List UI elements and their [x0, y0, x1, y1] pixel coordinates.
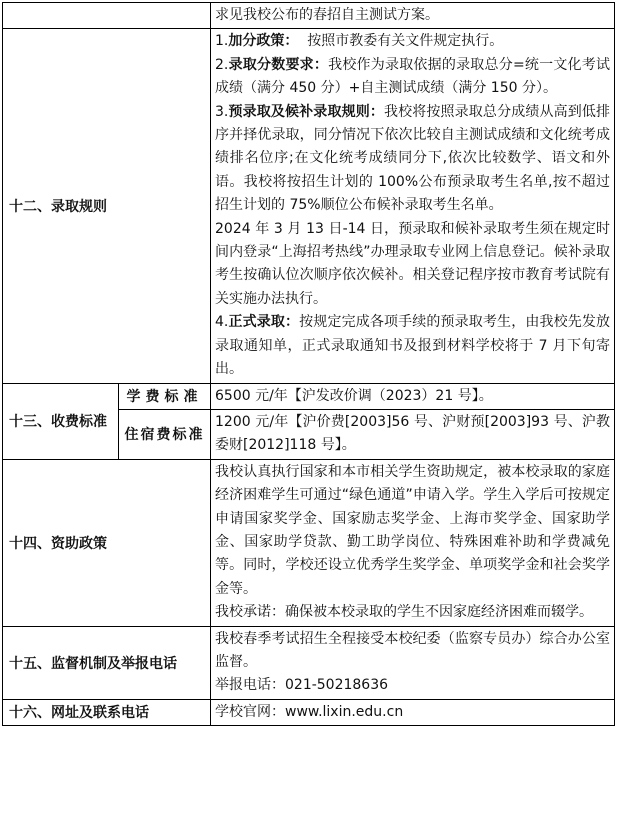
table-row-financial-aid — [3, 459, 615, 626]
website-link[interactable]: www.lixin.edu.cn — [285, 703, 404, 720]
rule-item-2: 2.录取分数要求：我校作为录取依据的录取总分=统一文化考试成绩（满分 450 分）+自主测试成绩（满分 150 分）。 — [215, 56, 610, 97]
rule-item-1: 1.加分政策： 按照市教委有关文件规定执行。 — [215, 33, 504, 50]
dorm-fee-label: 住宿费标准 — [119, 409, 211, 459]
table-row-supervision — [3, 626, 615, 699]
admission-rules-label: 十二、录取规则 — [3, 29, 211, 383]
table-row-tuition — [3, 383, 615, 409]
report-phone-number: 021-50218636 — [285, 677, 389, 694]
table-row-admission-rules — [3, 29, 615, 383]
financial-aid-content — [211, 459, 615, 626]
admission-info-table — [2, 2, 615, 726]
supervision-label: 十五、监督机制及举报电话 — [3, 626, 211, 699]
table-row-prev — [3, 3, 615, 29]
website-label: 十六、网址及联系电话 — [3, 699, 211, 725]
rule-item-3-registration: 2024 年 3 月 13 日-14 日，预录取和候补录取考生须在规定时间内登录“上海招考热线”办理录取专业网上信息登记。候补录取考生按确认位次顺序依次候补。相关登记程序按市教育考试院有关实施办法执行。 — [215, 220, 610, 307]
report-phone-line: 举报电话：021-50218636 — [215, 677, 389, 694]
tuition-content: 6500 元/年【沪发改价调（2023）21 号】。 — [211, 383, 615, 409]
admission-rules-content — [211, 29, 615, 383]
supervision-text: 我校春季考试招生全程接受本校纪委（监察专员办）综合办公室监督。 — [215, 630, 610, 670]
website-content: 学校官网：www.lixin.edu.cn — [211, 699, 615, 725]
rule-item-4: 4.正式录取：按规定完成各项手续的预录取考生，由我校先发放录取通知单，正式录取通知书及报到材料学校将于 7 月下旬寄出。 — [215, 314, 611, 378]
financial-aid-paragraph: 我校认真执行国家和本市相关学生资助规定，被本校录取的家庭经济困难学生可通过“绿色通道”申请入学。学生入学后可按规定申请国家奖学金、国家励志奖学金、上海市奖学金、国家助学金、国家助学贷款、勤工助学岗位、特殊困难补助和学费减免等。同时，学校还设立优秀学生奖学金、单项奖学金和社会奖学金等。 — [215, 463, 610, 597]
rule-item-3: 3.预录取及候补录取规则：我校将按照录取总分成绩从高到低排序并择优录取，同分情况下依次比较自主测试成绩和文化统考成绩排名位序;在文化统考成绩同分下,依次比较数学、语文和外语。我校将按招生计划的 100%公布预录取考生名单,按不超过招生计划的 75%顺位公布候补录取考生名单。 — [215, 103, 611, 214]
dorm-fee-content: 1200 元/年【沪价费[2003]56 号、沪财预[2003]93 号、沪教委财[2012]118 号】。 — [211, 409, 615, 459]
financial-aid-label: 十四、资助政策 — [3, 459, 211, 626]
tuition-label: 学费标准 — [119, 383, 211, 409]
fee-standard-label: 十三、收费标准 — [3, 383, 119, 459]
table-row-website — [3, 699, 615, 725]
financial-aid-promise: 我校承诺：确保被本校录取的学生不因家庭经济困难而辍学。 — [215, 604, 593, 621]
empty-label-cell — [3, 3, 211, 29]
supervision-content — [211, 626, 615, 699]
prev-row-content: 求见我校公布的春招自主测试方案。 — [211, 3, 615, 29]
